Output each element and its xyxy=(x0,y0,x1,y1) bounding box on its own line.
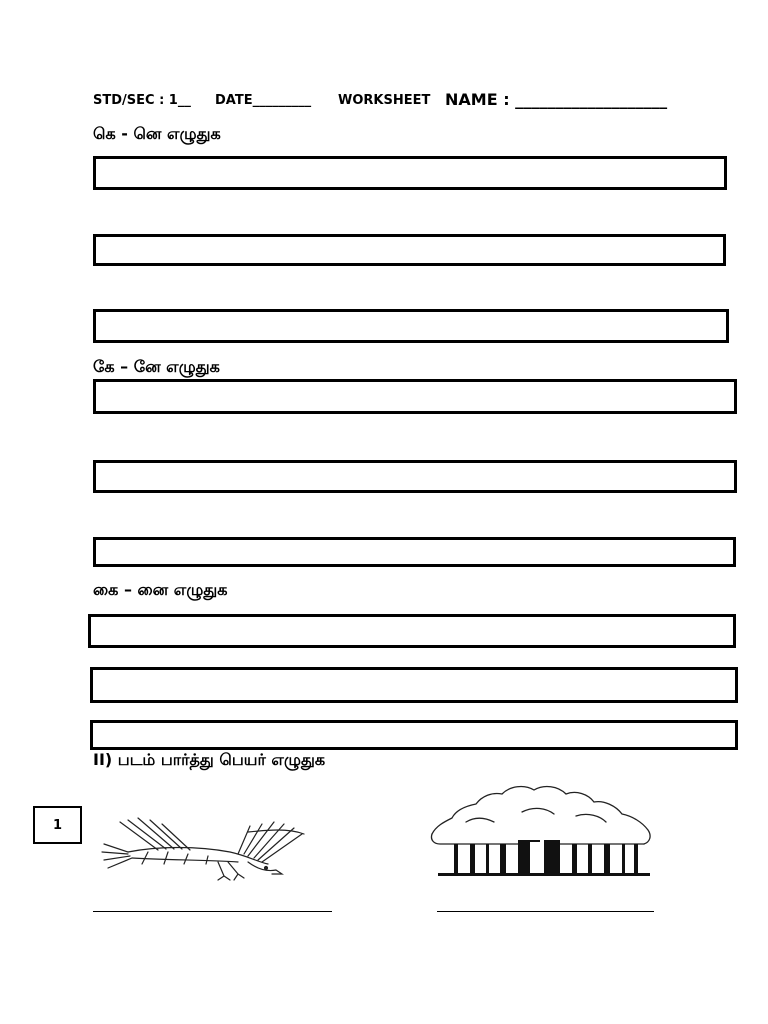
item-number-box xyxy=(33,806,82,844)
writing-box[interactable] xyxy=(93,460,737,493)
writing-box[interactable] xyxy=(93,537,736,567)
writing-box[interactable] xyxy=(93,234,726,266)
item-number: 1 xyxy=(52,817,63,833)
std-sec-label: STD/SEC : 1__ xyxy=(93,93,191,108)
worksheet-label: WORKSHEET xyxy=(338,93,431,108)
section-heading-ke-ne: கெ - னெ எழுதுக xyxy=(93,124,221,143)
writing-box[interactable] xyxy=(90,667,738,703)
section-heading-kai-nai: கை – னை எழுதுக xyxy=(93,580,228,599)
writing-box[interactable] xyxy=(93,156,727,190)
writing-box[interactable] xyxy=(93,379,737,414)
eagle-icon xyxy=(98,812,310,884)
picture-section-heading: II) படம் பார்த்து பெயர் எழுதுக xyxy=(93,750,326,769)
name-label: NAME : ___________________ xyxy=(445,90,668,109)
section-heading-kee-nee: கே – னே எழுதுக xyxy=(93,357,220,376)
worksheet-header xyxy=(93,88,693,110)
writing-box[interactable] xyxy=(93,309,729,343)
writing-box[interactable] xyxy=(90,720,738,750)
date-label: DATE_________ xyxy=(215,93,312,108)
answer-line[interactable] xyxy=(93,911,332,912)
answer-line[interactable] xyxy=(437,911,654,912)
banyan-tree-icon xyxy=(426,782,658,878)
writing-box[interactable] xyxy=(88,614,736,648)
